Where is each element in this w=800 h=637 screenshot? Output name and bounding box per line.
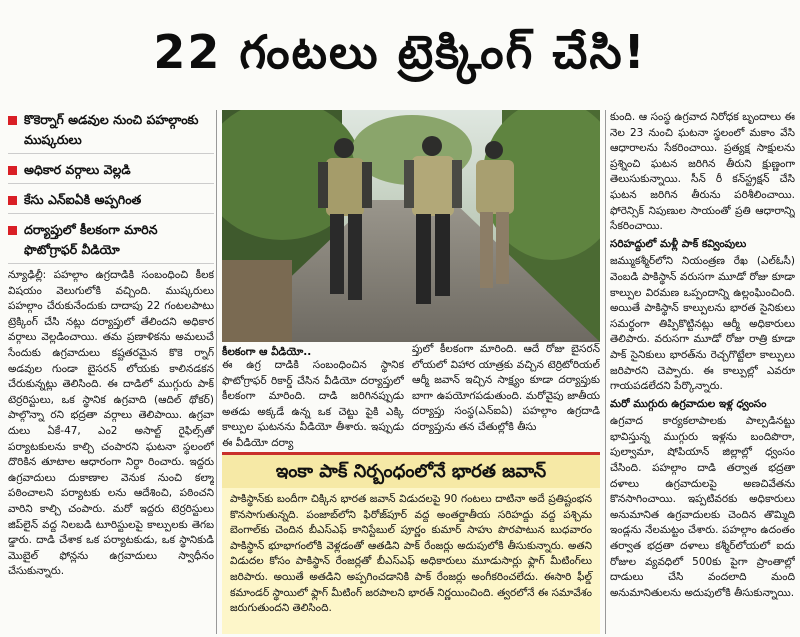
bullet-text: అధికార వర్గాలు వెల్లడి xyxy=(24,162,131,177)
article-text: కుంది. ఆ సంస్థ ఉగ్రవాద నిరోధక బృందాలు ఈ నెల 23 నుంచి ఘటనా స్థలంలో మకాం వేసి ఆధారాలను సేకరించాయి. ప్రత్యక్ష సాక్షులను ప్రశ్నించి ఘటన జరిగిన తీరుని క్షుణ్ణంగా తెలుసుకున్నాయి. సీన్ రీ కన్‌స్ట్రక్షన్ చేసి ఘటన జరిగిన తీరును పరిశీలించాయి. ఫోరెన్సిక్ నిపుణుల సాయంతో ప్రతి ఆధారాన్ని సేకరించాయి. xyxy=(610,111,795,233)
article-text: ఈ ఉగ్ర దాడికి సంబంధించిన స్థానిక ఫొటోగ్రాఫర్ రికార్డ్ చేసిన వీడియో దర్యాప్తులో కీలకంగా మారింది. దాడి జరిగినప్పుడు అతడు అక్కడే ఉన్న ఒక చెట్టు పైకి ఎక్కి కాల్పుల ఘటనను వీడియో తీశారు. ఇప్పుడు ఈ వీడియో దర్యా xyxy=(222,359,404,449)
red-square-icon xyxy=(8,116,17,125)
article-text: ఉగ్రవాద కార్యకలాపాలకు పాల్పడినట్టు భావిస్తున్న ముగ్గురు ఇళ్లను బందిపొరా, పుల్వామా, షోపియాన్ జిల్లాల్లో ధ్వంసం చేసింది. పహల్గాం దాడి తర్వాత భద్రతా దళాలు ఉగ్రవాదులపై అణచివేతను కొనసాగించాయి. ఇప్పటివరకు అధికారులు అనుమానిత ఉగ్రవాదులకు చెందిన తొమ్మిది ఇండ్లను నేలమట్టం చేశారు. పహల్గాం ఉదంతం తర్వాత భద్రతా దళాలు కశ్మీర్‌లోయలో ఐదు రోజుల వ్యవధిలో 500కు పైగా ప్రాంతాల్లో దాడులు చేసి వందలాది మంది అనుమానితులను అదుపులోకి తీసుకున్నాయి. xyxy=(610,415,795,599)
boxed-story-body: పాకిస్థాన్‌కు బందీగా చిక్కిన భారత జవాన్ విడుదలపై 90 గంటలు దాటినా అదే ప్రతిష్టంభన కొనసాగుతున్నది. పంజాబ్‌లోని ఫిరోజ్‌పూర్ వద్ద అంతర్జాతీయ సరిహద్దు వద్ద పశ్చిమ బెంగాల్‌కు చెందిన బీఎస్ఎఫ్ కానిస్టేబుల్ పూర్ణం కుమార్ సాహు పొరపాటున బుధవారం పాకిస్థాన్ భూభాగంలోకి వెళ్లడంతో ఆతడిని పాక్ రేంజర్లు అదుపులోకి తీసుకున్నారు. అతని విడుదల కోసం పాకిస్థాన్ రేంజర్లతో బీఎస్ఎఫ్ అధికారులు మూడుసార్లు ఫ్లాగ్ మీటింగ్‌లు జరిపారు. అయితే అతడిని అప్పగించడానికి పాక్ రేంజర్లు అంగీకరించలేదు. ఈసారి ఫీల్డ్ కమాండర్ స్థాయిలో ఫ్లాగ్ మీటింగ్ జరపాలని భారత్ నిర్ణయించింది. త్వరలోనే ఈ సమావేశం జరుగుతుందని తెలిసింది. xyxy=(222,488,600,634)
bullet-text: కేసు ఎన్ఐఏకి అప్పగింత xyxy=(24,192,142,207)
boxed-story-title: ఇంకా పాక్ నిర్బంధంలోనే భారత జవాన్ xyxy=(222,452,600,489)
article-column-2 xyxy=(222,358,404,450)
subheading: మరో ముగ్గురు ఉగ్రవాదుల ఇళ్ల ధ్వంసం xyxy=(610,397,767,410)
caption-title: కీలకంగా ఆ వీడియో.. xyxy=(222,346,312,358)
subheading: సరిహద్దులో మళ్లీ పాక్ కవ్వింపులు xyxy=(610,237,747,250)
soldiers-patrol-image xyxy=(222,110,600,342)
article-text: జమ్ముకశ్మీర్‌లోని నియంత్రణ రేఖ (ఎల్ఓసీ) వెంబడి పాకిస్థాన్ వరుసగా మూడో రోజు కూడా కాల్పుల విరమణ ఒప్పందాన్ని ఉల్లంఘించింది. అయితే పాకిస్థాన్ కాల్పులను భారత సైనికులు సమర్థంగా తిప్పికొట్టినట్లు ఆర్మీ అధికారులు తెలిపారు. వరుసగా మూడో రోజు రాత్రి కూడా పాక్ సైనికులు భారత్‌ను రెచ్చగొట్టేలా కాల్పులు జరిపారని చెప్పారు. ఈ కాల్పుల్లో ఎవరూ గాయపడలేదని పేర్కొన్నారు. xyxy=(610,255,795,393)
red-square-icon xyxy=(8,226,17,235)
bullet-item xyxy=(8,160,214,184)
column-divider xyxy=(605,110,606,634)
bullet-item xyxy=(8,110,214,154)
bullet-text: కొకెర్నాగ్ అడవుల నుంచి పహల్గాంకు ముష్కరులు xyxy=(24,112,199,147)
article-column-4 xyxy=(610,110,795,634)
article-text: ప్తులో కీలకంగా మారింది. ఆదే రోజు బైసరన్ లోయలో విహార యాత్రకు వచ్చిన టెర్రిటోరియల్ ఆర్మీ జవాన్ ఇచ్చిన సాక్ష్యం కూడా దర్యాప్తుకు బాగా ఉపయోగపడుతుంది. మరోవైపు జాతీయ దర్యాప్తు సంస్థ(ఎన్ఐఏ) పహల్గాం ఉగ్రదాడి దర్యాప్తును తన చేతుల్లోకి తీసు xyxy=(412,343,600,433)
red-square-icon xyxy=(8,166,17,175)
article-column-1 xyxy=(8,268,214,633)
article-text: న్యూఢిల్లీ: పహల్గాం ఉగ్రదాడికి సంబంధించి కీలక విషయం వెలుగులోకి వచ్చింది. ముష్కరులు పహల్గాం చేరుకునేందుకు దాదాపు 22 గంటలపాటు ట్రెక్కింగ్ చేసి నట్లు దర్యాప్తులో తేలిందని అధికార వర్గాలు వెల్లడించాయి. తమ ప్రణాళికను అమలుచే సేందుకు ఉగ్రవాదులు కష్టతరమైన కొకె ర్నాగ్ అడవుల గుండా బైసరన్ లోయకు కాలినడకన చేరుకున్నట్లు తెలిసింది. ఈ దాడిలో ముగ్గురు పాక్ టెర్రరిస్టులు, ఒక స్థానిక ఉగ్రవాది (ఆదిల్ థోకర్) పాల్గొన్నా రని భద్రతా వర్గాలు తెలిపాయి. ఉగ్రవా దులు ఏకే-47, ఎం2 అసాల్ట్ రైఫిల్స్‌తో పర్యాటకులను కాల్చి చంపారని ఘటనా స్థలంలో దొరికిన తూటాల ఆధారంగా నిర్ధా రించారు. ఇద్దరు ఉగ్రవాదులు దుకాణాల వెనుక నుంచి కల్మా పఠించాలని పర్యాటకు లను ఆదేశించి, పఠించని వారిని కాల్చి చంపారు. మరో ఇద్దరు టెర్రరిస్టులు జిప్‌లైన్ వద్ద నిలబడి టూరిస్టులపై కాల్పులకు తెగబ డ్డారు. దాడి చేశాక ఒక పర్యాటకుడు, ఒక స్థానికుడి మొబైల్ ఫోన్లను ఉగ్రవాదులు స్వాధీనం చేసుకున్నారు. xyxy=(8,269,214,578)
bullet-list xyxy=(8,110,214,270)
bullet-item xyxy=(8,190,214,214)
column-divider xyxy=(216,110,217,634)
bullet-item xyxy=(8,220,214,264)
headline: 22 గంటలు ట్రెక్కింగ్ చేసి! xyxy=(153,25,647,79)
red-square-icon xyxy=(8,196,17,205)
bullet-text: దర్యాప్తులో కీలకంగా మారిన ఫొటోగ్రాఫర్ వీడియో xyxy=(24,222,158,257)
article-column-3 xyxy=(412,342,600,450)
news-photo xyxy=(222,110,600,342)
